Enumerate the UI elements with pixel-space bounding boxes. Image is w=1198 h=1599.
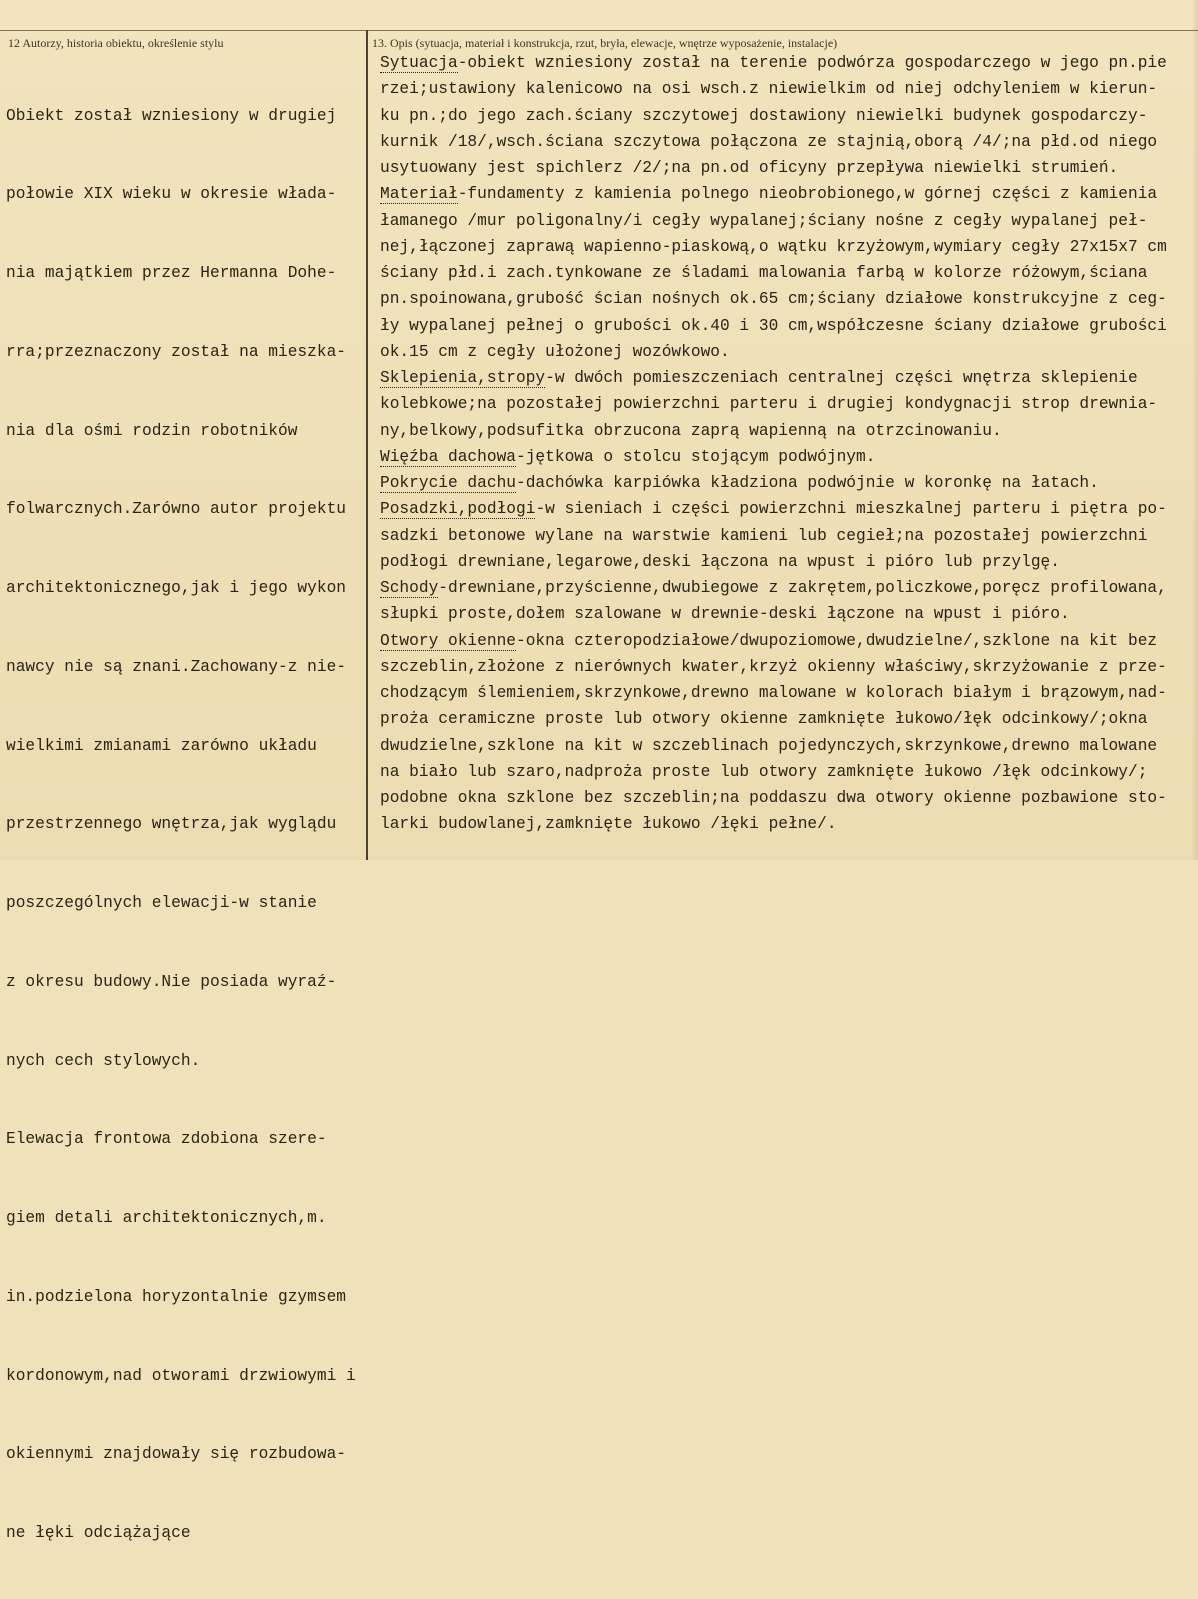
description-line (380, 733, 1196, 759)
description-text: pn.spoinowana,grubość ścian nośnych ok.65 cm;ściany działowe konstrukcyjne z ceg- (380, 290, 1167, 309)
section-heading: Więźba dachowa (380, 447, 516, 466)
description-text: dwudzielne,szklone na kit w szczeblinach pojedynczych,skrzynkowe,drewno malowane (380, 736, 1158, 755)
history-line: połowie XIX wieku w okresie władа- (6, 185, 337, 204)
description-text: -w dwóch pomieszczeniach centralnej części wnętrza sklepienie (545, 369, 1138, 387)
description-line (380, 339, 1196, 365)
history-text-block (6, 50, 362, 1599)
description-line (380, 155, 1196, 181)
description-text: słupki proste,dołem szalowane w drewnie-deski łączone na wpust i pióro. (380, 605, 1070, 624)
description-line (380, 759, 1196, 785)
history-line: rra;przeznaczony został na mieszka- (6, 342, 346, 361)
description-text: larki budowlanej,zamknięte łukowo /łęki pełne/. (380, 815, 837, 834)
description-text: usytuowany jest spichlerz /2/;na pn.od oficyny przepływa niewielki strumień. (380, 159, 1119, 177)
description-text: -jętkowa o stolcu stojącym podwójnym. (516, 447, 876, 466)
history-line: giem detali architektonicznych,m. (6, 1209, 327, 1227)
description-line (380, 391, 1196, 417)
description-text: podobne okna szklone bez szczeblin;na poddaszu dwa otwory okienne pozbawione sto- (380, 789, 1167, 807)
description-line (380, 444, 1196, 470)
history-line: in.podzielona horyzontalnie gzymsem (6, 1287, 346, 1306)
left-column-heading: 12 Autorzy, historia obiektu, określenie stylu (8, 36, 224, 50)
description-text-block (380, 50, 1196, 838)
history-line: ne łęki odciążające (6, 1524, 191, 1542)
history-line: folwarcznych.Zarówno autor projektu (6, 500, 346, 519)
history-line: kordonowym,nad otworami drzwiowymi i (6, 1366, 356, 1385)
description-line (380, 365, 1196, 391)
description-text: -dachówka karpiówka kładziona podwójnie w koronkę na łatach. (516, 474, 1099, 492)
section-heading: Otwory okienne (380, 631, 516, 650)
description-line (380, 286, 1196, 312)
history-line: nych cech stylowych. (6, 1051, 201, 1070)
description-text: sadzki betonowe wylane na warstwie kamieni lub cegieł;na pozostałej powierzchni (380, 526, 1148, 545)
history-line: z okresu budowy.Nie posiada wyraź- (6, 972, 337, 991)
history-line: architektonicznego,jak i jego wykon (6, 579, 346, 597)
description-text: -w sieniach i części powierzchni mieszkalnej parteru i piętra po- (535, 500, 1167, 519)
description-line (380, 496, 1196, 522)
description-line (380, 234, 1196, 260)
description-text: -obiekt wzniesiony został na terenie podwórza gospodarczego w jego pn.pie (457, 54, 1167, 72)
description-line (380, 523, 1196, 549)
description-text: chodzącym ślemieniem,skrzynkowe,drewno malowane w kolorach białym i brązowym,nad- (380, 684, 1167, 702)
description-line (380, 785, 1196, 811)
description-line (380, 811, 1196, 837)
description-line (380, 260, 1196, 286)
right-column-heading: 13. Opis (sytuacja, materiał i konstrukcja, rzut, bryła, elewacje, wnętrze wyposażenie, instalacje) (372, 36, 838, 50)
column-divider (366, 30, 368, 860)
description-line (380, 50, 1196, 76)
description-line (380, 313, 1196, 339)
description-line (380, 575, 1196, 601)
history-line: przestrzennego wnętrza,jak wyglądu (6, 815, 337, 834)
description-text: ny,belkowy,podsufitka obrzucona zaprą wapienną na otrzcinowaniu. (380, 421, 1002, 440)
section-heading: Pokrycie dachu (380, 474, 516, 492)
section-heading: Sklepienia,stropy (380, 369, 546, 387)
description-text: ku pn.;do jego zach.ściany szczytowej dostawiony niewielki budynek gospodarczy- (380, 106, 1148, 125)
history-line: Obiekt został wzniesiony w drugiej (6, 106, 337, 125)
description-line (380, 470, 1196, 496)
history-line: nia dla ośmi rodzin robotników (6, 421, 298, 440)
description-line (380, 129, 1196, 155)
description-line (380, 208, 1196, 234)
description-line (380, 706, 1196, 732)
description-line (380, 418, 1196, 444)
section-heading: Posadzki,podłogi (380, 500, 536, 519)
description-text: -drewniane,przyścienne,dwubiegowe z zakrętem,policzkowe,poręcz profilowana, (438, 579, 1167, 597)
description-text: rzei;ustawiony kalenicowo na osi wsch.z niewielkim od niej odchyleniem w kierun- (380, 80, 1158, 99)
description-line (380, 181, 1196, 207)
description-text: -okna czteropodziałowe/dwupoziomowe,dwudzielne/,szklone na kit bez (516, 631, 1158, 650)
description-text: nej,łączonej zaprawą wapienno-piaskową,o wątku krzyżowym,wymiary cegły 27x15x7 cm (380, 237, 1167, 256)
description-line (380, 680, 1196, 706)
description-text: ściany płd.i zach.tynkowane ze śladami malowania farbą w kolorze różowym,ściana (380, 264, 1148, 282)
history-line: Elewacja frontowa zdobiona szere- (6, 1130, 327, 1149)
history-line: nawcy nie są znani.Zachowany-z nie- (6, 657, 346, 676)
description-line (380, 76, 1196, 102)
description-text: ły wypalanej pełnej o grubości ok.40 i 30 cm,współczesne ściany działowe grubości (380, 316, 1167, 335)
description-text: proża ceramiczne proste lub otwory okienne zamknięte łukowo/łęk odcinkowy/;okna (380, 710, 1148, 729)
description-text: -fundamenty z kamienia polnego nieobrobionego,w górnej części z kamienia (457, 185, 1158, 204)
description-text: kurnik /18/,wsch.ściana szczytowa połączona ze stajnią,oborą /4/;na płd.od niego (380, 132, 1158, 151)
section-heading: Schody (380, 579, 439, 597)
description-line (380, 601, 1196, 627)
description-line (380, 628, 1196, 654)
section-heading: Sytuacja (380, 54, 458, 72)
description-line (380, 654, 1196, 680)
top-rule (0, 30, 1198, 31)
history-line: poszczególnych elewacji-w stanie (6, 894, 317, 912)
description-line (380, 549, 1196, 575)
description-line (380, 103, 1196, 129)
section-heading: Materiał (380, 185, 458, 204)
history-line: wielkimi zmianami zarówno układu (6, 736, 317, 755)
description-text: podłogi drewniane,legarowe,deski łączona na wpust i pióro lub przylgę. (380, 552, 1060, 571)
history-line: nia majątkiem przez Hermanna Dohe- (6, 264, 337, 282)
description-text: na biało lub szaro,nadproża proste lub otwory zamknięte łukowo /łęk odcinkowy/; (380, 762, 1148, 781)
description-text: łamanego /mur poligonalny/i cegły wypalanej;ściany nośne z cegły wypalanej peł- (380, 211, 1148, 230)
history-line: okiennymi znajdowały się rozbudowa- (6, 1445, 346, 1464)
description-text: szczeblin,złożone z nierównych kwater,krzyż okienny właściwy,skrzyżowanie z prze- (380, 657, 1167, 676)
paper-edge (1192, 0, 1198, 860)
description-text: ok.15 cm z cegły ułożonej wozówkowo. (380, 342, 730, 361)
description-text: kolebkowe;na pozostałej powierzchni parteru i drugiej kondygnacji strop drewnia- (380, 395, 1158, 414)
